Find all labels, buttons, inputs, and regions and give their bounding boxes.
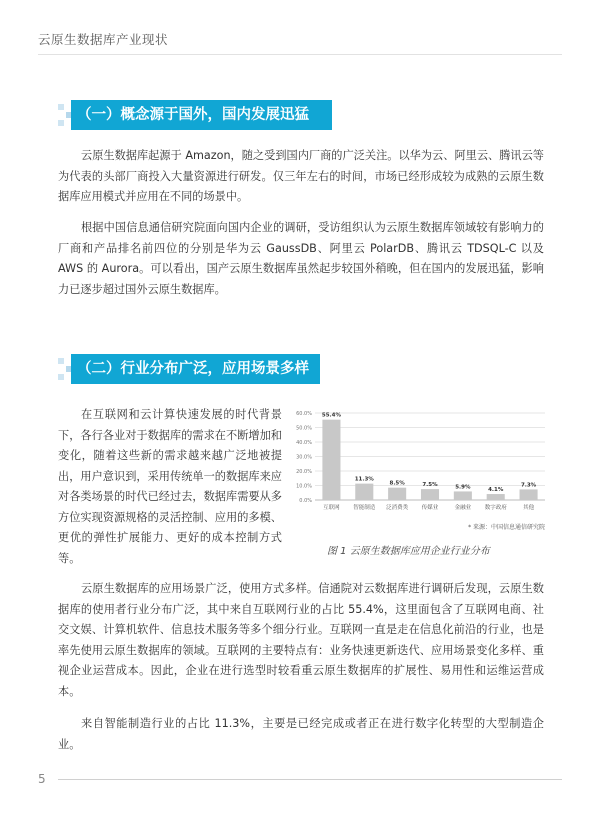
y-tick-label: 20.0% <box>296 469 312 475</box>
x-tick-label: 泛消费类 <box>386 505 409 511</box>
bar <box>322 420 340 500</box>
x-tick-label: 智能制造 <box>353 505 376 511</box>
bar <box>388 488 406 500</box>
bar-value-label: 11.3% <box>354 476 374 483</box>
bar-value-label: 55.4% <box>321 412 341 419</box>
paragraph-2: 根据中国信息通信研究院面向国内企业的调研，受访组织认为云原生数据库领域较有影响力的厂商和产品排名前四位的分别是华为云 GaussDB、阿里云 PolarDB、腾讯云 TDSQL-C 以及 AWS 的 Aurora。可以看出，国产云原生数据库虽然起步较国外稍晚，但在国内的发展迅猛，影响力已逐步超过国外云原生数据库。 <box>58 221 544 296</box>
bar <box>454 491 472 500</box>
y-tick-label: 10.0% <box>296 483 312 490</box>
y-tick-label: 40.0% <box>296 440 312 446</box>
y-tick-label: 0.0% <box>299 498 312 504</box>
paragraph-3: 在互联网和云计算快速发展的时代背景下，各行各业对于数据库的需求在不断增加和变化，随着这些新的需求越来越广泛地被提出，用户意识到，采用传统单一的数据库来应对各类场景的时代已经过去，数据库需要从多方位实现资源规格的灵活控制、应用的多模、更优的弹性扩展能力、更好的成本控制方式等。 <box>58 408 282 565</box>
header-divider <box>38 54 562 55</box>
footer-divider <box>58 779 562 780</box>
paragraph-1: 云原生数据库起源于 Amazon，随之受到国内厂商的广泛关注。以华为云、阿里云、腾讯云等为代表的头部厂商投入大量资源进行研发。仅三年左右的时间，市场已经形成较为成熟的云原生数据库应用模式并应用在不同的场景中。 <box>58 149 544 203</box>
page-header-title: 云原生数据库产业现状 <box>38 32 169 47</box>
y-tick-label: 30.0% <box>296 454 312 461</box>
paragraph-4: 云原生数据库的应用场景广泛，使用方式多样。信通院对云数据库进行调研后发现，云原生数据库的使用者行业分布广泛，其中来自互联网行业的占比 55.4%，这里面包含了互联网电商、社交文娱、计算机软件、信息技术服务等多个细分行业。互联网一直是走在信息化前沿的行业，也是率先使用云原生数据库的领域。互联网的主要特点有：业务快速更新迭代、应用场景变化多样、重视企业运营成本。因此，企业在进行选型时较看重云原生数据库的扩展性、易用性和运维运营成本。 <box>58 582 544 698</box>
x-tick-label: 互联网 <box>323 505 340 511</box>
bar <box>487 494 505 500</box>
figure-caption: 图 1 云原生数据库应用企业行业分布 <box>327 546 490 557</box>
x-tick-label: 数字政府 <box>484 505 507 511</box>
bar-value-label: 8.5% <box>389 480 405 487</box>
section-1-title: （一）概念源于国外，国内发展迅猛 <box>71 100 332 130</box>
bar-value-label: 7.5% <box>422 482 438 489</box>
bar <box>520 489 538 500</box>
industry-distribution-chart <box>285 403 552 535</box>
x-tick-label: 其他 <box>523 505 535 511</box>
bar <box>421 489 439 500</box>
bar-value-label: 4.1% <box>488 487 504 494</box>
section-2-title: （二）行业分布广泛，应用场景多样 <box>71 354 320 384</box>
y-tick-label: 50.0% <box>296 425 312 432</box>
x-tick-label: 传媒业 <box>421 505 439 511</box>
paragraph-5: 来自智能制造行业的占比 11.3%，主要是已经完成或者正在进行数字化转型的大型制造企业。 <box>58 717 544 751</box>
bar-value-label: 7.3% <box>520 482 537 489</box>
chart-source-note: * 来源：中国信息通信研究院 <box>468 524 545 531</box>
y-tick-label: 60.0% <box>296 411 312 417</box>
chart-svg <box>285 403 552 535</box>
bar <box>355 484 373 500</box>
page-number: 5 <box>38 772 46 786</box>
bar-value-label: 5.9% <box>455 484 471 491</box>
x-tick-label: 金融业 <box>454 505 472 511</box>
